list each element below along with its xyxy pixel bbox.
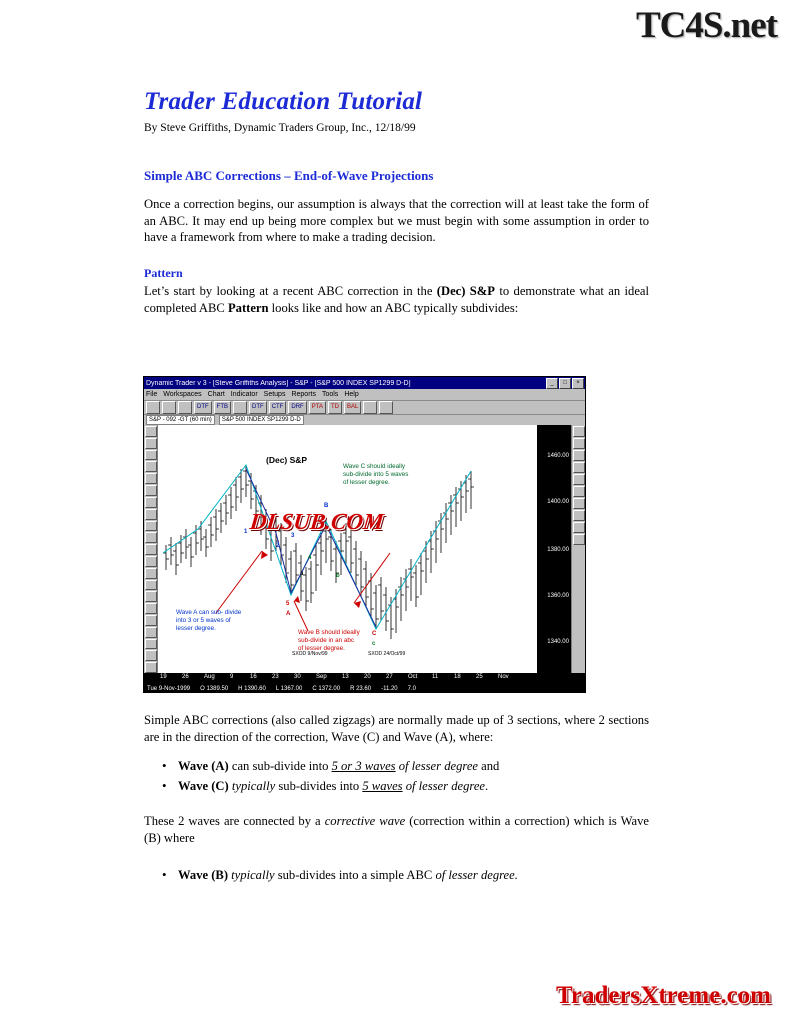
- connect-text-1: These 2 waves are connected by a: [144, 813, 325, 828]
- bullet-a-underline: 5 or 3 waves: [331, 759, 396, 774]
- status-close: C 1372.00: [312, 685, 341, 692]
- status-date: Tue 9-Nov-1999: [147, 685, 191, 692]
- date-tick-7: Sep: [316, 674, 327, 680]
- bullet-c-underline: 5 waves: [362, 778, 403, 793]
- zoom-in-tool-icon[interactable]: [145, 580, 157, 591]
- zoom-icon[interactable]: [363, 401, 377, 414]
- menu-item-indicator[interactable]: Indicator: [230, 391, 258, 398]
- window-controls[interactable]: [546, 378, 584, 389]
- wave-label-1: 1: [244, 529, 248, 535]
- menu-bar[interactable]: [144, 389, 585, 401]
- wave-label-4: 4: [308, 555, 312, 561]
- status-extra: 7.0: [407, 685, 416, 692]
- wave-b-bullet-list: [144, 866, 649, 884]
- scroll-down-icon[interactable]: [573, 438, 585, 449]
- price-tick-1400: 1400.00: [547, 499, 569, 505]
- wave-label-C: C: [372, 631, 377, 637]
- print-icon[interactable]: [178, 401, 192, 414]
- log-scale-icon[interactable]: [573, 486, 585, 497]
- status-range: R 23.60: [350, 685, 372, 692]
- lock-tool-icon[interactable]: [145, 627, 157, 638]
- status-high: H 1390.60: [238, 685, 266, 692]
- menu-item-setups[interactable]: Setups: [263, 391, 286, 398]
- bottom-watermark: TradersXtreme.com: [556, 982, 771, 1009]
- wave-label-a: a: [300, 571, 304, 577]
- menu-item-file[interactable]: File: [146, 391, 158, 398]
- byline: By Steve Griffiths, Dynamic Traders Group, Inc., 12/18/99: [144, 122, 416, 134]
- bullet-b-mid: sub-divides into a simple ABC: [274, 868, 436, 883]
- bullet-c-mid-italic: typically: [228, 778, 276, 793]
- price-chart-plot[interactable]: [158, 425, 537, 673]
- autoscale-icon[interactable]: [573, 474, 585, 485]
- price-axis: [537, 425, 571, 673]
- bullet-c-mid: sub-divides into: [275, 778, 363, 793]
- price-tick-1360: 1360.00: [547, 593, 569, 599]
- toolbar-tag-ftb[interactable]: FTB: [214, 401, 231, 414]
- bullet-c-tail-italic: of lesser degree: [402, 778, 485, 793]
- ellipse-tool-icon[interactable]: [145, 544, 157, 555]
- wave-label-A: A: [286, 611, 291, 617]
- symbol-field-secondary[interactable]: S&P - 092 -GT (60 min): [146, 415, 215, 425]
- page-title: Trader Education Tutorial: [144, 88, 423, 115]
- maximize-icon[interactable]: □: [559, 378, 571, 389]
- intro-paragraph: Once a correction begins, our assumption is always that the correction will at least take the form of an ABC. It may end up being more complex but we must begin with some assumption in order to have a framework from where to make a trading decision.: [144, 197, 649, 245]
- magnet-tool-icon[interactable]: [145, 615, 157, 626]
- bullet-c-tail: .: [485, 778, 489, 793]
- minimize-icon[interactable]: _: [546, 378, 558, 389]
- chart-workspace: [144, 425, 585, 673]
- wave-label-5: 5: [286, 601, 290, 607]
- pattern-bold-1: (Dec) S&P: [436, 284, 495, 299]
- wave-bullet-list: [144, 757, 649, 795]
- toolbar-tag-td[interactable]: TD: [328, 401, 342, 414]
- date-tick-0: 19: [160, 674, 167, 680]
- delete-tool-icon[interactable]: [145, 568, 157, 579]
- after-figure-paragraph: Simple ABC corrections (also called zigzags) are normally made up of 3 sections, where 2 sections are in the direction of the correction, Wave (C) and Wave (A), where:: [144, 713, 649, 744]
- bullet-a-tail-italic: of lesser degree: [395, 759, 478, 774]
- left-toolbar[interactable]: [144, 425, 158, 673]
- pointer-tool-icon[interactable]: [145, 426, 157, 437]
- channel-tool-icon[interactable]: [145, 485, 157, 496]
- date-tick-11: Oct: [408, 674, 418, 680]
- compress-icon[interactable]: [573, 450, 585, 461]
- top-watermark: TC4S.net: [635, 5, 777, 46]
- wave-label-b: b: [336, 573, 340, 579]
- price-tick-1380: 1380.00: [547, 547, 569, 553]
- pattern-paragraph: [144, 283, 649, 316]
- price-tick-1460: 1460.00: [547, 453, 569, 459]
- settings-tool-icon[interactable]: [145, 662, 157, 673]
- annotation-wave-b: Wave B should ideally sub-divide in an abc of lesser degree.: [298, 629, 360, 652]
- bullet-a-tail: and: [478, 759, 500, 774]
- list-item-wave-b: [178, 866, 649, 884]
- app-title: Dynamic Trader v 3 - [Steve Griffiths Analysis] - S&P - [S&P 500 INDEX SP1299 D-D]: [146, 379, 411, 387]
- menu-item-reports[interactable]: Reports: [291, 391, 316, 398]
- snapshot-icon[interactable]: [573, 534, 585, 545]
- date-tick-4: 16: [250, 674, 257, 680]
- date-tick-10: 27: [386, 674, 393, 680]
- menu-item-tools[interactable]: Tools: [321, 391, 339, 398]
- status-change: -11.20: [381, 685, 398, 692]
- list-item-wave-c: [178, 777, 649, 795]
- pattern-label: Pattern: [144, 266, 183, 281]
- pattern-text-3: looks like and how an ABC typically subdivides:: [268, 300, 519, 315]
- arrow-tool-icon[interactable]: [145, 521, 157, 532]
- date-tick-3: 9: [230, 674, 234, 680]
- connect-text-2: (correction within a correction) which is Wave (B) where: [144, 813, 649, 845]
- list-item-wave-a: [178, 757, 649, 775]
- symbol-bar[interactable]: [144, 415, 585, 425]
- wave-label-2: 2: [276, 543, 280, 549]
- date-tick-2: Aug: [204, 674, 215, 680]
- date-tick-14: 25: [476, 674, 483, 680]
- date-tick-8: 13: [342, 674, 349, 680]
- cursor-icon[interactable]: [379, 401, 393, 414]
- section-heading: Simple ABC Corrections – End-of-Wave Projections: [144, 168, 434, 183]
- low-tag-2: SXOD 24/Oct/99: [368, 651, 406, 657]
- right-toolbar[interactable]: [571, 425, 585, 673]
- toolbar-tag-pta[interactable]: PTA: [309, 401, 326, 414]
- plus-tool-icon[interactable]: [145, 650, 157, 661]
- menu-item-help[interactable]: Help: [344, 391, 359, 398]
- price-tick-1340: 1340.00: [547, 639, 569, 645]
- document-body-lower: [144, 712, 649, 886]
- open-icon[interactable]: [146, 401, 160, 414]
- toolbar-tag-ctf[interactable]: CTF: [269, 401, 287, 414]
- bullet-a-lead: Wave (A): [178, 759, 229, 774]
- wave-label-c: c: [372, 641, 376, 647]
- annotation-wave-c: Wave C should ideally sub-divide into 5 waves of lesser degree.: [343, 463, 409, 486]
- symbol-field-primary[interactable]: S&P 500 INDEX SP1299 D-D: [219, 415, 304, 425]
- date-tick-9: 20: [364, 674, 371, 680]
- toolbar-tag-dtf2[interactable]: DTF: [249, 401, 267, 414]
- status-bar: [144, 683, 585, 693]
- crosshair-tool-icon[interactable]: [145, 603, 157, 614]
- bullet-b-mid-italic: typically: [228, 868, 275, 883]
- date-tick-12: 11: [432, 674, 439, 680]
- menu-item-workspaces[interactable]: Workspaces: [163, 391, 202, 398]
- pattern-text-1: Let’s start by looking at a recent ABC correction in the: [144, 284, 437, 299]
- line-tool-icon[interactable]: [145, 438, 157, 449]
- connect-paragraph: [144, 813, 649, 846]
- bullet-c-lead: Wave (C): [178, 778, 229, 793]
- measure-tool-icon[interactable]: [145, 556, 157, 567]
- bullet-a-mid: can sub-divide into: [228, 759, 332, 774]
- close-icon[interactable]: ×: [572, 378, 584, 389]
- date-tick-5: 23: [272, 674, 279, 680]
- annotation-wave-a: Wave A can sub- divide into 3 or 5 waves of lesser degree.: [176, 609, 242, 632]
- retracement-tool-icon[interactable]: [145, 473, 157, 484]
- low-tag-1: SXOD 9/Nov/99: [292, 651, 328, 657]
- toolbar-tag-drf[interactable]: DRF: [288, 401, 306, 414]
- connect-italic: corrective wave: [324, 813, 406, 828]
- text-tool-icon[interactable]: [145, 509, 157, 520]
- bullet-b-lead: Wave (B): [178, 868, 229, 883]
- status-low: L 1367.00: [275, 685, 303, 692]
- chart-overlay-watermark: DLSUB.COM: [248, 509, 385, 534]
- date-tick-15: Nov: [498, 674, 509, 680]
- pan-right-icon[interactable]: [573, 510, 585, 521]
- pattern-text-2: to demonstrate what an ideal completed ABC: [144, 284, 649, 315]
- palette-tool-icon[interactable]: [145, 639, 157, 650]
- toolbar-tag-dtf[interactable]: DTF: [194, 401, 212, 414]
- zoom-out-tool-icon[interactable]: [145, 591, 157, 602]
- wave-label-3: 3: [291, 533, 295, 539]
- date-tick-13: 18: [454, 674, 461, 680]
- toolbar[interactable]: [144, 401, 585, 415]
- pattern-bold-2: Pattern: [227, 300, 269, 315]
- app-title-bar: [144, 377, 585, 389]
- ray-tool-icon[interactable]: [145, 450, 157, 461]
- menu-item-chart[interactable]: Chart: [207, 391, 225, 398]
- wave-tool-icon[interactable]: [145, 532, 157, 543]
- status-open: O 1389.50: [200, 685, 229, 692]
- document-body: [144, 88, 649, 317]
- date-axis: [144, 673, 585, 683]
- wave-label-B: B: [324, 503, 329, 509]
- fan-tool-icon[interactable]: [145, 461, 157, 472]
- date-tick-1: 26: [182, 674, 189, 680]
- save-icon[interactable]: [162, 401, 176, 414]
- bullet-b-tail-italic: of lesser degree.: [435, 868, 518, 883]
- toolbar-tag-bal[interactable]: BAL: [344, 401, 361, 414]
- chart-screenshot-figure: [143, 376, 586, 693]
- scroll-up-icon[interactable]: [573, 426, 585, 437]
- pan-left-icon[interactable]: [573, 498, 585, 509]
- grid-icon[interactable]: [233, 401, 247, 414]
- refresh-icon[interactable]: [573, 522, 585, 533]
- cycle-tool-icon[interactable]: [145, 497, 157, 508]
- date-tick-6: 30: [294, 674, 301, 680]
- chart-title: (Dec) S&P: [266, 455, 308, 465]
- expand-icon[interactable]: [573, 462, 585, 473]
